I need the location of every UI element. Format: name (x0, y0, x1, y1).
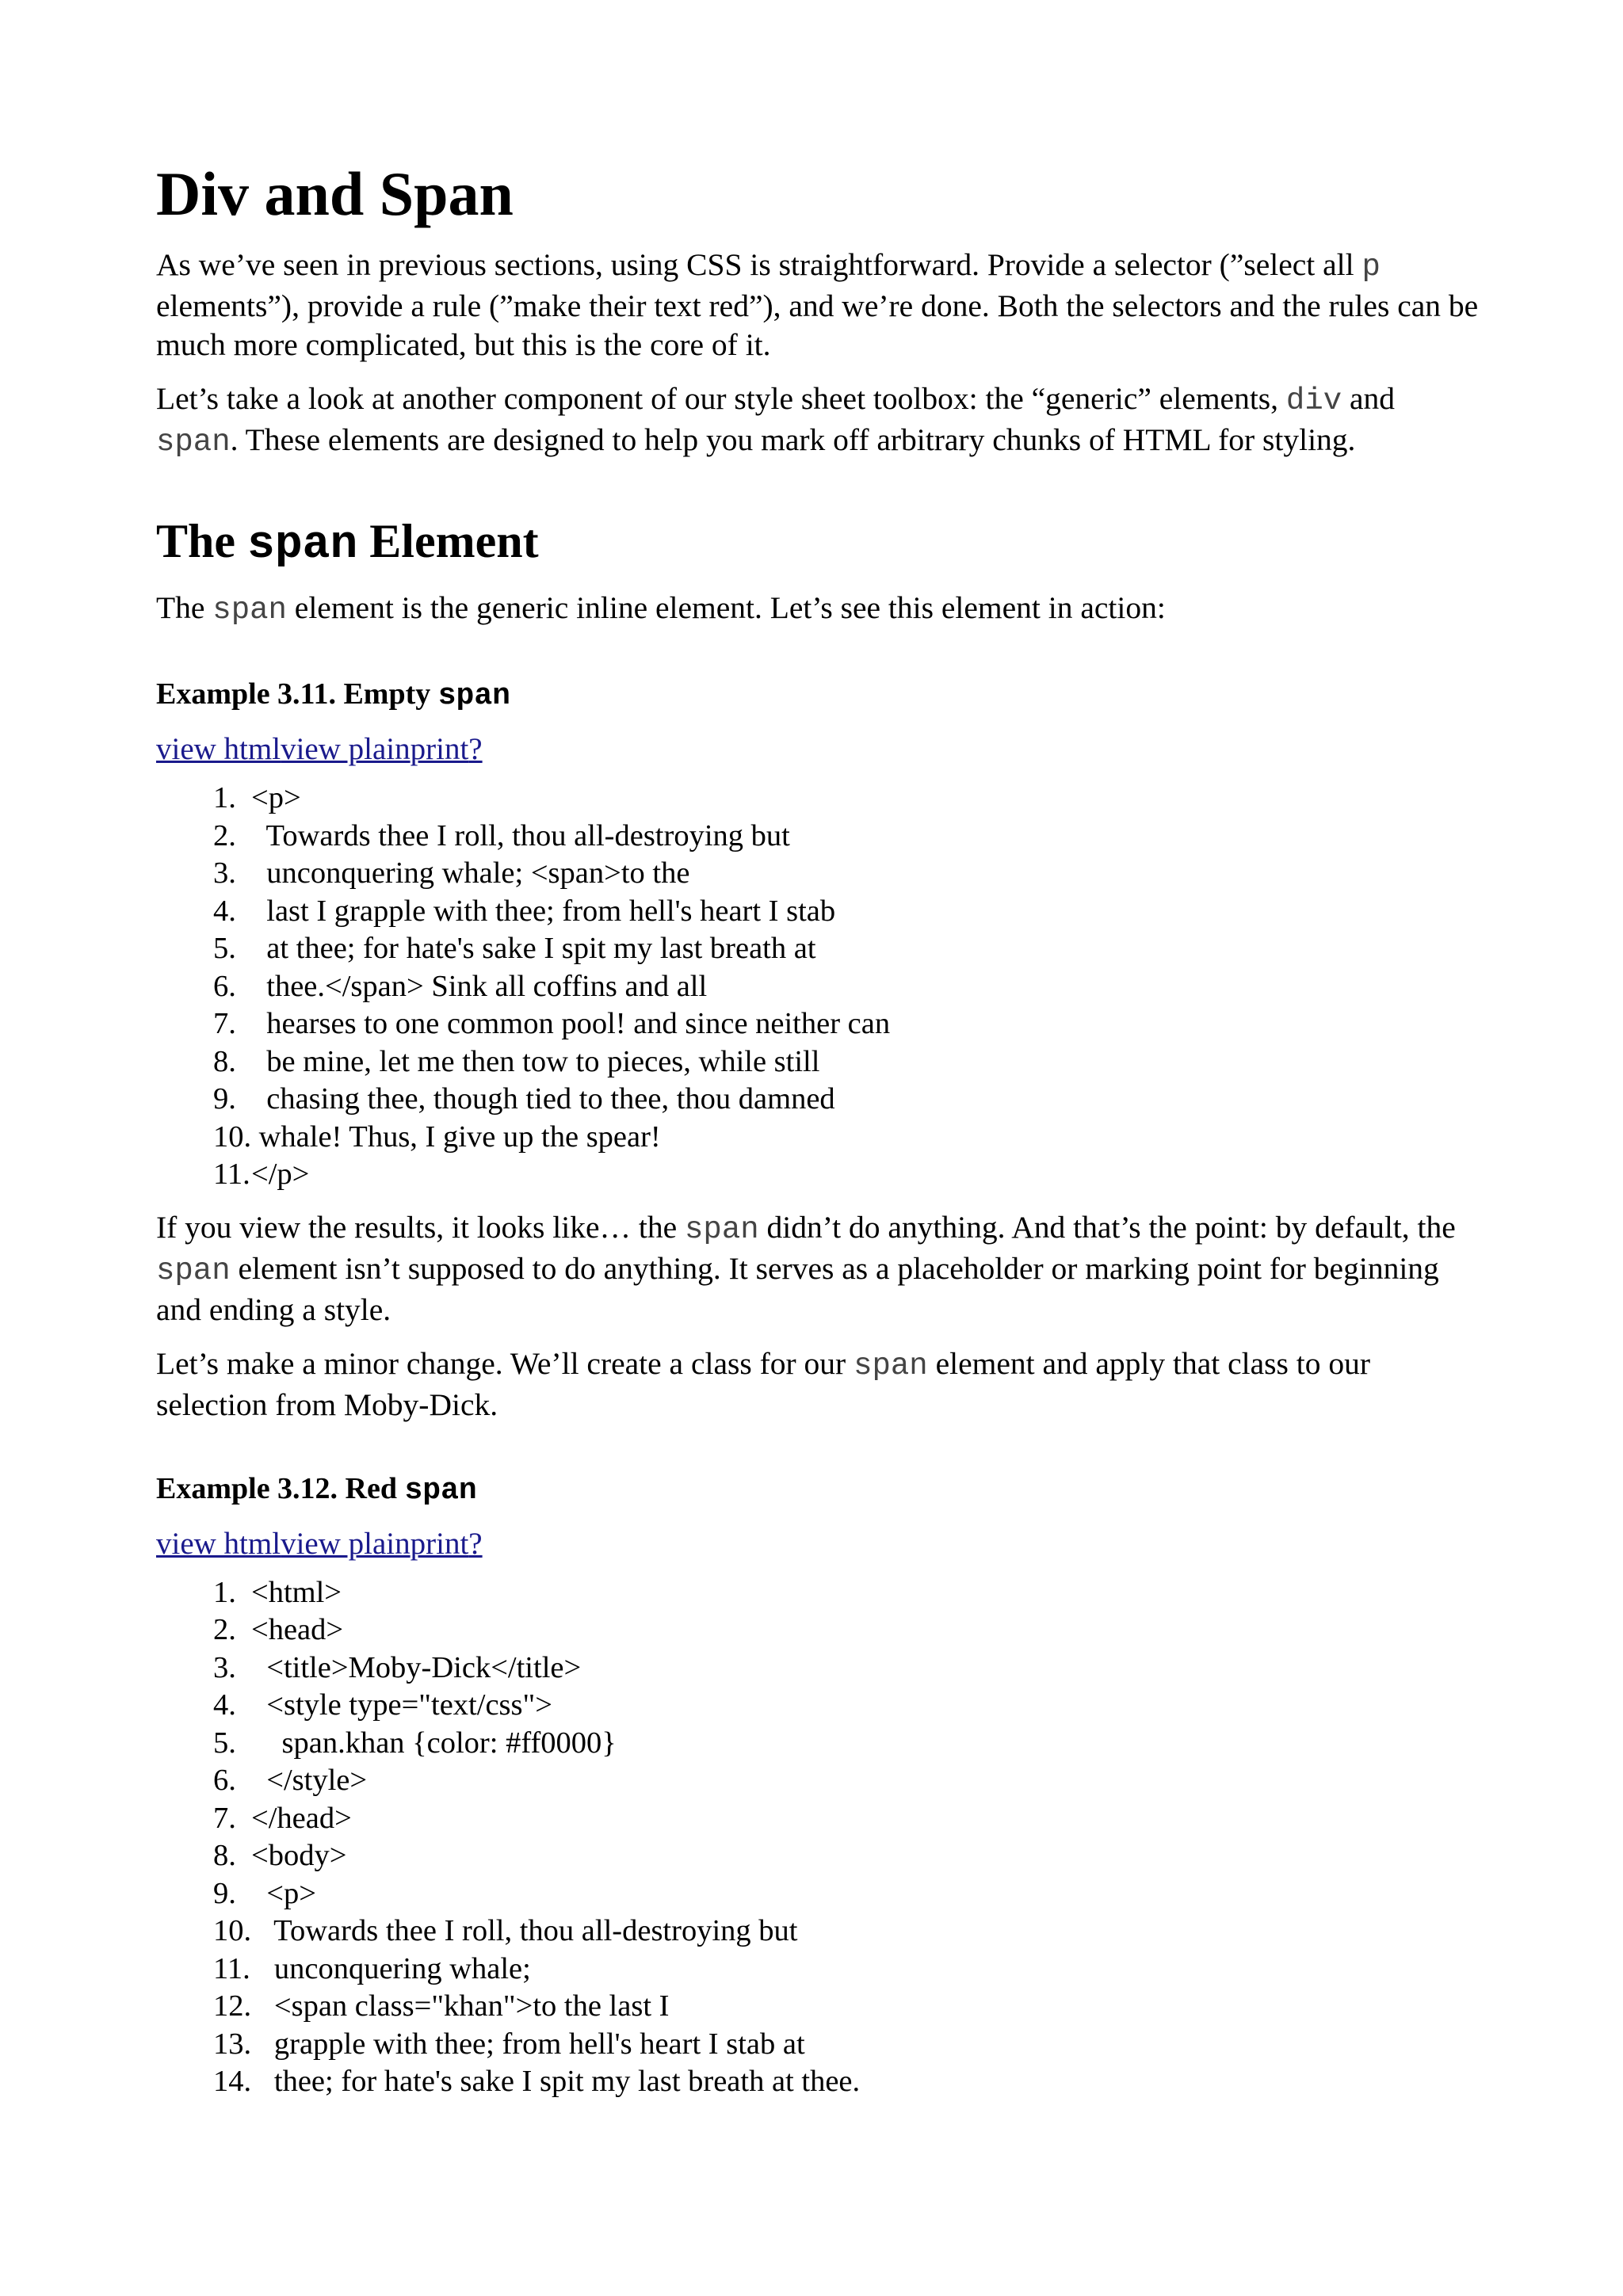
inline-code: span (156, 1253, 231, 1288)
heading-text: Element (357, 515, 539, 567)
line-text: </p> (251, 1158, 310, 1191)
line-number: 9. (213, 1082, 236, 1116)
line-number: 4. (213, 894, 236, 928)
intro-text: and (1342, 381, 1396, 416)
code-line (213, 1043, 1487, 1081)
line-text: </style> (251, 1764, 368, 1797)
line-text: <p> (251, 1876, 316, 1910)
line-number: 10. (213, 1119, 252, 1154)
heading-code: span (247, 520, 358, 571)
line-number: 3. (213, 1650, 236, 1684)
code-line (213, 1687, 1487, 1725)
results-text: didn’t do anything. And that’s the point: by default, the (758, 1209, 1456, 1245)
code-listing (156, 780, 1487, 1194)
code-line (213, 2026, 1487, 2064)
line-number: 7. (213, 1007, 236, 1040)
line-number: 1. (213, 1575, 236, 1609)
code-line (213, 968, 1487, 1006)
inline-code: p (1361, 250, 1381, 284)
line-number: 6. (213, 1764, 236, 1797)
code-line (213, 2063, 1487, 2101)
inline-code: span (212, 593, 287, 627)
code-line (213, 893, 1487, 931)
code-line (213, 1156, 1487, 1194)
print-link[interactable]: print (410, 732, 469, 766)
example-title-code: span (404, 1473, 477, 1508)
example-title-code: span (437, 679, 510, 713)
line-number: 5. (213, 932, 236, 965)
page-title: Div and Span (156, 159, 514, 228)
change-text: element and apply that class to our selection from Moby-Dick. (156, 1345, 1371, 1422)
heading-text: The (156, 515, 248, 567)
line-text: at thee; for hate's sake I spit my last breath at (251, 932, 816, 965)
line-number: 9. (213, 1876, 236, 1910)
code-line (213, 1081, 1487, 1119)
line-number: 4. (213, 1688, 236, 1722)
line-text: <title>Moby-Dick</title> (251, 1650, 582, 1684)
results-text: element isn’t supposed to do anything. It serves as a placeholder or marking point for beginning and ending a style. (156, 1250, 1439, 1327)
line-text: <span class="khan">to the last I (251, 1989, 670, 2023)
view-html-link[interactable]: view html (156, 732, 281, 766)
line-text: Towards thee I roll, thou all-destroying but (251, 818, 790, 852)
inline-code: span (685, 1211, 759, 1247)
code-line (213, 1005, 1487, 1043)
code-line (213, 930, 1487, 968)
line-text: thee.</span> Sink all coffins and all (251, 969, 708, 1003)
change-paragraph (156, 1344, 1487, 1425)
code-line (213, 1913, 1487, 1951)
code-line (213, 1574, 1487, 1612)
line-number: 7. (213, 1801, 236, 1835)
code-listing (156, 1574, 1487, 2101)
line-text: chasing thee, though tied to thee, thou damned (251, 1082, 835, 1116)
line-text: </head> (251, 1801, 352, 1835)
results-paragraph (156, 1208, 1487, 1329)
example-title (156, 1470, 1487, 1509)
code-line (213, 1650, 1487, 1688)
line-text: span.khan {color: #ff0000} (251, 1726, 617, 1760)
code-line (213, 1875, 1487, 1913)
line-number: 1. (213, 781, 236, 814)
line-number: 14. (213, 2065, 252, 2098)
line-number: 8. (213, 1044, 236, 1078)
code-line (213, 1762, 1487, 1800)
help-link[interactable]: ? (468, 732, 483, 766)
line-number: 10. (213, 1914, 252, 1947)
line-text: grapple with thee; from hell's heart I stab at (251, 2027, 805, 2061)
inline-code: span (156, 425, 231, 460)
line-text: hearses to one common pool! and since neither can (251, 1007, 891, 1040)
section-heading (156, 511, 1487, 576)
intro-paragraph-2 (156, 379, 1487, 462)
inline-code: span (854, 1348, 928, 1383)
intro-text: elements”), provide a rule (”make their text red”), and we’re done. Both the selectors and the rules can be much more complicated, but this is the core of it. (156, 288, 1479, 362)
line-number: 3. (213, 856, 236, 890)
intro-text: . These elements are designed to help you mark off arbitrary chunks of HTML for styling. (230, 422, 1356, 457)
change-text: Let’s make a minor change. We’ll create a class for our (156, 1345, 854, 1381)
line-text: thee; for hate's sake I spit my last breath at thee. (251, 2065, 861, 2098)
code-line (213, 1725, 1487, 1763)
code-line (213, 1800, 1487, 1838)
line-number: 11. (213, 1951, 250, 1985)
line-number: 6. (213, 969, 236, 1003)
code-line (213, 818, 1487, 856)
example-title-text: Example 3.11. Empty (156, 677, 438, 711)
line-text: <p> (251, 781, 301, 814)
line-number: 11. (213, 1158, 250, 1191)
intro-text: Let’s take a look at another component of our style sheet toolbox: the “generic” elements, (156, 381, 1286, 416)
inline-code: div (1285, 383, 1342, 418)
view-html-link[interactable]: view html (156, 1526, 281, 1561)
line-text: Towards thee I roll, thou all-destroying but (251, 1914, 798, 1947)
code-line (213, 855, 1487, 893)
line-number: 2. (213, 818, 236, 852)
line-number: 8. (213, 1839, 236, 1872)
section-text: The (156, 590, 213, 625)
intro-paragraph-1 (156, 246, 1487, 364)
code-line (213, 1988, 1487, 2026)
section-intro-paragraph (156, 589, 1487, 630)
help-link[interactable]: ? (468, 1526, 483, 1561)
line-number: 5. (213, 1726, 236, 1760)
line-number: 13. (213, 2027, 252, 2061)
line-number: 2. (213, 1613, 236, 1646)
line-text: unconquering whale; (251, 1951, 531, 1985)
view-plain-link[interactable]: view plain (281, 732, 411, 766)
print-link[interactable]: print (410, 1526, 469, 1561)
line-text: <html> (251, 1575, 342, 1609)
code-line (213, 1951, 1487, 1989)
results-text: If you view the results, it looks like… the (156, 1209, 685, 1245)
line-text: unconquering whale; <span>to the (251, 856, 690, 890)
code-line (213, 1611, 1487, 1650)
document-page (156, 151, 1487, 2115)
line-text: be mine, let me then tow to pieces, while still (251, 1044, 820, 1078)
example-title (156, 676, 1487, 715)
code-line (213, 1837, 1487, 1875)
line-number: 12. (213, 1989, 252, 2023)
code-toolbar (156, 1525, 1487, 1563)
code-line (213, 1119, 1487, 1157)
line-text: <head> (251, 1613, 344, 1646)
line-text: <body> (251, 1839, 347, 1872)
code-toolbar (156, 730, 1487, 769)
line-text: whale! Thus, I give up the spear! (251, 1119, 661, 1154)
example-title-text: Example 3.12. Red (156, 1471, 405, 1505)
view-plain-link[interactable]: view plain (281, 1526, 411, 1561)
line-text: last I grapple with thee; from hell's heart I stab (251, 894, 836, 928)
intro-text: As we’ve seen in previous sections, using CSS is straightforward. Provide a selector (”select all (156, 247, 1362, 282)
section-text: element is the generic inline element. Let’s see this element in action: (286, 590, 1166, 625)
code-line (213, 780, 1487, 818)
line-text: <style type="text/css"> (251, 1688, 552, 1722)
